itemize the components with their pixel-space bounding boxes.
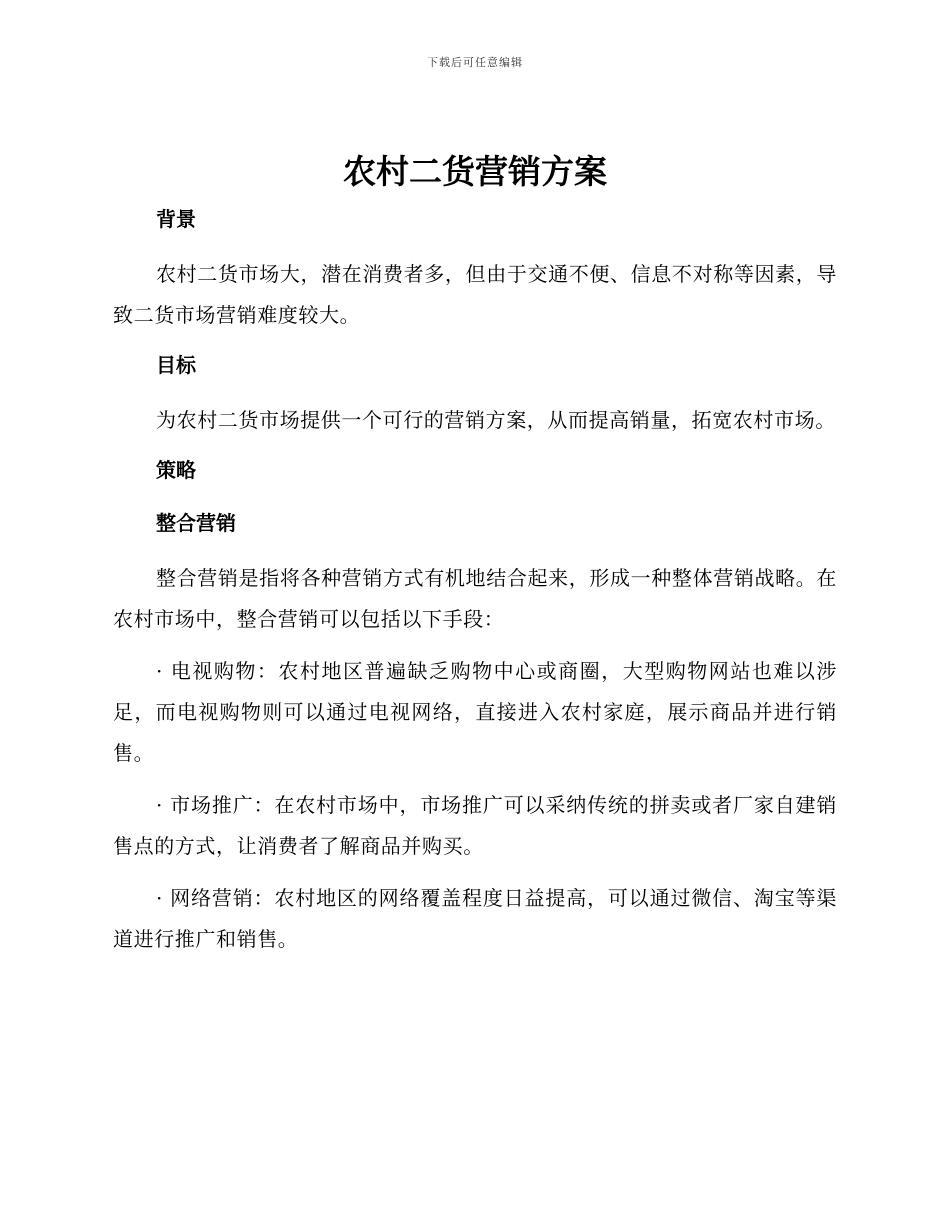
background-paragraph: 农村二货市场大，潜在消费者多，但由于交通不便、信息不对称等因素，导致二货市场营销难度较大。: [113, 262, 837, 327]
section-heading-strategy: 策略: [156, 458, 196, 482]
section-heading-integrated-marketing: 整合营销: [156, 511, 236, 535]
list-item-online-marketing: · 网络营销：农村地区的网络覆盖程度日益提高，可以通过微信、淘宝等渠道进行推广和销售。: [113, 886, 837, 951]
document-title: 农村二货营销方案: [343, 152, 607, 191]
goal-paragraph: 为农村二货市场提供一个可行的营销方案，从而提高销量，拓宽农村市场。: [156, 408, 836, 432]
header-note: 下载后可任意编辑: [427, 56, 523, 69]
list-item-market-promotion: · 市场推广：在农村市场中，市场推广可以采纳传统的拼卖或者厂家自建销售点的方式，让消费者了解商品并购买。: [113, 793, 837, 858]
section-heading-goal: 目标: [156, 353, 196, 377]
integrated-marketing-paragraph: 整合营销是指将各种营销方式有机地结合起来，形成一种整体营销战略。在农村市场中，整合营销可以包括以下手段：: [113, 566, 837, 631]
section-heading-background: 背景: [156, 207, 196, 231]
document-body: [113, 201, 837, 971]
list-item-tv-shopping: · 电视购物：农村地区普遍缺乏购物中心或商圈，大型购物网站也难以涉足，而电视购物则可以通过电视网络，直接进入农村家庭，展示商品并进行销售。: [113, 659, 837, 765]
